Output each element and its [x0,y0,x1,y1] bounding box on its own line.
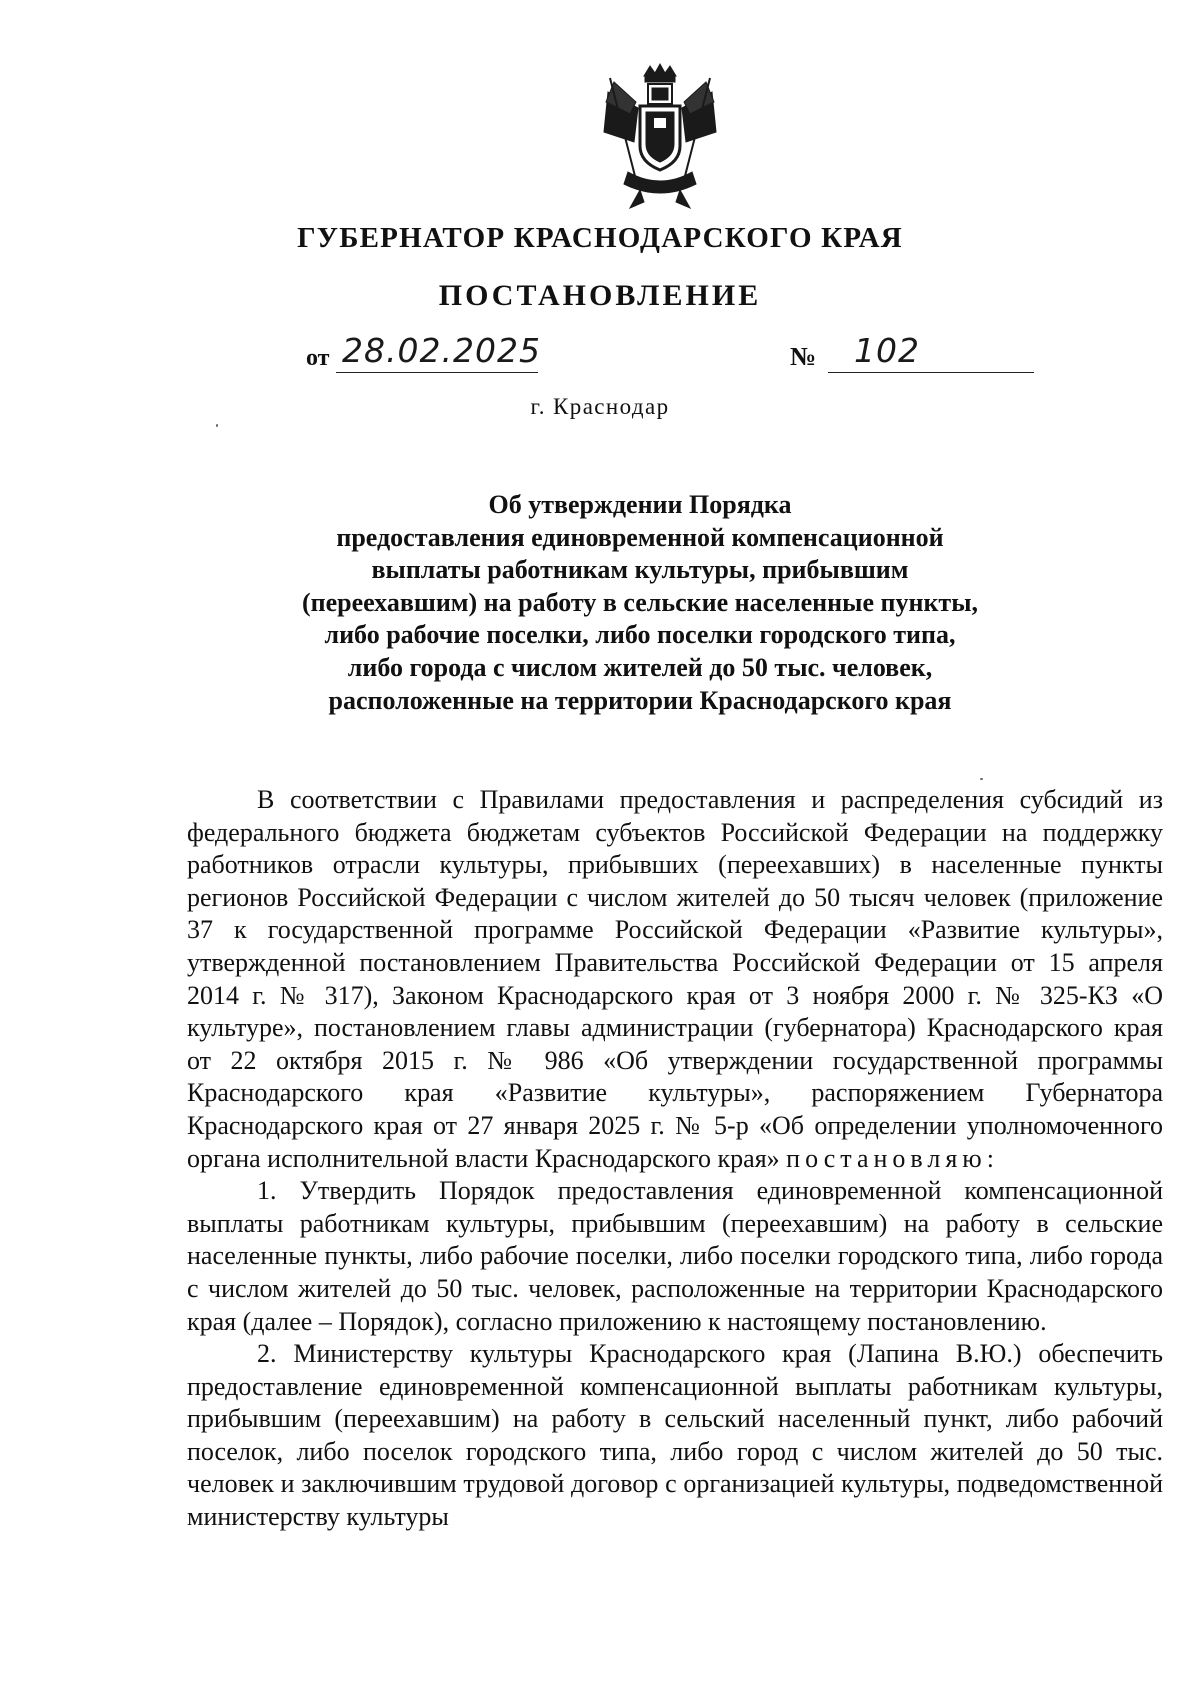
title-line: (переехавшим) на работу в сельские населенные пункты, [301,587,978,617]
title-line: Об утверждении Порядка [488,490,792,519]
date-underline [336,372,538,374]
document-title [190,489,1090,717]
krasnodar-coat-of-arms-icon [600,62,720,212]
preamble-paragraph [187,784,1163,1175]
document-body [187,784,1163,1534]
date-label: от [306,345,330,371]
issuing-authority: ГУБЕРНАТОР КРАСНОДАРСКОГО КРАЯ [297,222,903,254]
item-2-paragraph: 2. Министерству культуры Краснодарского края (Лапина В.Ю.) обеспечить предоставление единовременной компенсационной выплаты работникам культуры, прибывшим (переехавшим) на работу в сельский населенный пункт, либо рабочий поселок, либо поселок городского типа, либо город с числом жителей до 50 тыс. человек и заключившим трудовой договор с организацией культуры, подведомственной министерству культуры [187,1339,1163,1532]
document-number [790,332,1040,382]
title-line: либо города с числом жителей до 50 тыс. человек, [347,652,933,682]
title-line: предоставления единовременной компенсационной [336,522,944,552]
number-underline [828,372,1034,374]
resolve-word: постановляю: [786,1143,999,1173]
item-1-paragraph: 1. Утвердить Порядок предоставления единовременной компенсационной выплаты работникам культуры, прибывшим (переехавшим) на работу в сельские населенные пункты, либо рабочие поселки, либо поселки городского типа, либо города с числом жителей до 50 тыс. человек, расположенные на территории Краснодарского края (далее – Порядок), согласно приложению к настоящему постановлению. [187,1176,1163,1336]
scan-speck [216,424,218,427]
number-value: 102 [854,331,920,370]
title-line: либо рабочие поселки, либо поселки городского типа, [324,620,956,650]
scan-speck [980,778,983,780]
number-label: № [790,342,817,371]
document-date [306,332,546,382]
title-line: выплаты работникам культуры, прибывшим [371,555,909,585]
preamble-text: В соответствии с Правилами предоставления и распределения субсидий из федерального бюджета бюджетам субъектов Российской Федерации на поддержку работников отрасли культуры, прибывших (переехавших) в населенные пункты регионов Российской Федерации с числом жителей до 50 тысяч человек (приложение 37 к государственной программе Российской Федерации «Развитие культуры», утвержденной постановлением Правительства Российской Федерации от 15 апреля 2014 г. № 317), Законом Краснодарского края от 3 ноября 2000 г. № 325-КЗ «О культуре», постановлением главы администрации (губернатора) Краснодарского края от 22 октября 2015 г. № 986 «Об утверждении государственной программы Краснодарского края «Развитие культуры», распоряжением Губернатора Краснодарского края от 27 января 2025 г. № 5-р «Об определении уполномоченного органа исполнительной власти Краснодарского края» [187,785,1163,1173]
date-value: 28.02.2025 [342,331,541,370]
title-line: расположенные на территории Краснодарского края [328,685,952,715]
issue-city: г. Краснодар [530,394,670,419]
document-type: ПОСТАНОВЛЕНИЕ [438,279,762,312]
